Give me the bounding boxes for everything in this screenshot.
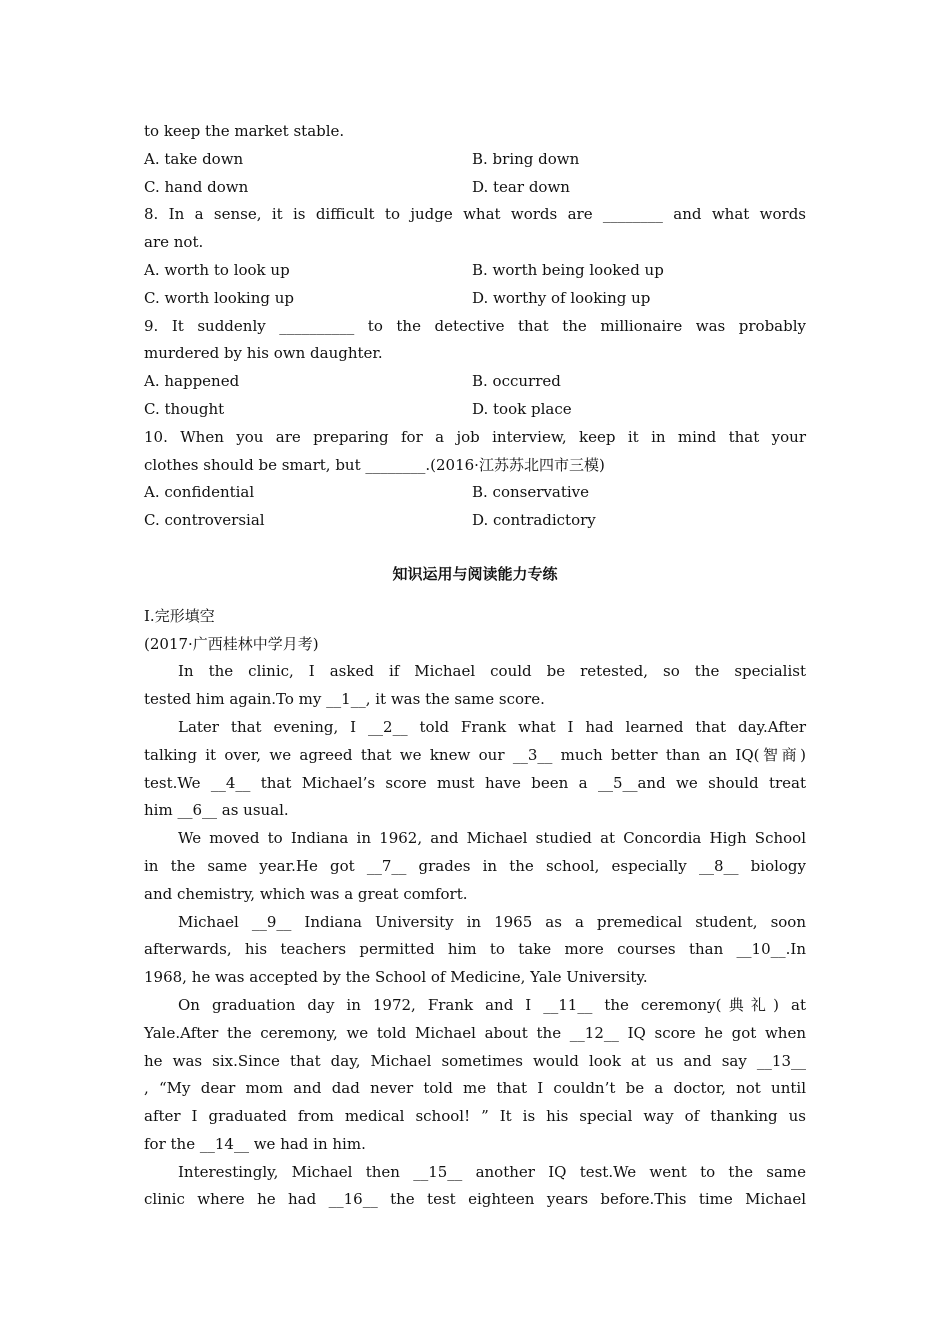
q9-option-d: D. took place xyxy=(472,399,572,418)
q10-stem-line-2: clothes should be smart, but ________.(2016·江苏苏北四市三模) xyxy=(144,455,605,474)
q8-option-c: C. worth looking up xyxy=(144,288,295,307)
passage-paragraph xyxy=(144,825,806,908)
passage-line: Interestingly, Michael then __15__ another IQ test.We went to the same xyxy=(178,1162,806,1181)
passage-line: Michael __9__ Indiana University in 1965 as a premedical student, soon xyxy=(178,912,806,931)
passage-line: , “My dear mom and dad never told me that I couldn’t be a doctor, not until xyxy=(144,1079,806,1098)
passage-line: after I graduated from medical school! ” It is his special way of thanking us xyxy=(144,1107,806,1126)
passage-line: On graduation day in 1972, Frank and I __11__ the ceremony(典礼) at xyxy=(178,995,806,1014)
passage-line: him __6__ as usual. xyxy=(144,801,289,820)
q10-option-c: C. controversial xyxy=(144,511,265,530)
q9-option-b: B. occurred xyxy=(472,372,561,391)
passage-line: 1968, he was accepted by the School of Medicine, Yale University. xyxy=(144,968,648,987)
passage-paragraph xyxy=(144,714,806,825)
passage-line: We moved to Indiana in 1962, and Michael studied at Concordia High School xyxy=(178,829,806,848)
q7-option-b: B. bring down xyxy=(472,149,580,168)
q9-option-a: A. happened xyxy=(144,372,240,391)
q7-options-row-1 xyxy=(144,146,806,174)
passage-line: talking it over, we agreed that we knew our __3__ much better than an IQ(智商) xyxy=(144,745,806,764)
q9-options-row-1 xyxy=(144,368,806,396)
q8-options-row-1 xyxy=(144,257,806,285)
q7-option-a: A. take down xyxy=(144,149,244,168)
passage-paragraph xyxy=(144,909,806,992)
q8-stem-line-2: are not. xyxy=(144,233,204,252)
q7-tail: to keep the market stable. xyxy=(144,122,345,140)
passage-line: clinic where he had __16__ the test eighteen years before.This time Michael xyxy=(144,1190,806,1209)
q10-stem-line-1: 10. When you are preparing for a job interview, keep it in mind that your xyxy=(144,427,806,446)
q7-option-d: D. tear down xyxy=(472,177,570,196)
q8-option-b: B. worth being looked up xyxy=(472,260,664,279)
passage-line: test.We __4__ that Michael’s score must have been a __5__and we should treat xyxy=(144,773,806,792)
q9-stem-line-1: 9. It suddenly __________ to the detective that the millionaire was probably xyxy=(144,316,806,335)
document-page xyxy=(144,118,806,1214)
passage-line: for the __14__ we had in him. xyxy=(144,1134,366,1153)
passage-line: Later that evening, I __2__ told Frank what I had learned that day.After xyxy=(178,717,806,736)
passage-paragraph xyxy=(144,658,806,714)
cloze-passage xyxy=(144,658,806,1214)
q10-options-row-2 xyxy=(144,507,806,535)
q8-stem-line-1: 8. In a sense, it is difficult to judge what words are ________ and what words xyxy=(144,205,806,224)
q10-option-a: A. confidential xyxy=(144,483,255,502)
passage-line: in the same year.He got __7__ grades in the school, especially __8__ biology xyxy=(144,856,806,875)
passage-line: he was six.Since that day, Michael sometimes would look at us and say __13__ xyxy=(144,1051,806,1070)
q7-option-c: C. hand down xyxy=(144,177,249,196)
passage-line: tested him again.To my __1__, it was the same score. xyxy=(144,690,545,709)
passage-line: Yale.After the ceremony, we told Michael about the __12__ IQ score he got when xyxy=(144,1023,806,1042)
passage-line: afterwards, his teachers permitted him to take more courses than __10__.In xyxy=(144,940,806,959)
q8-options-row-2 xyxy=(144,285,806,313)
section-title: 知识运用与阅读能力专练 xyxy=(392,564,558,583)
q7-options-row-2 xyxy=(144,174,806,202)
source-note: (2017·广西桂林中学月考) xyxy=(144,634,319,653)
q8-option-a: A. worth to look up xyxy=(144,260,290,279)
passage-paragraph xyxy=(144,992,806,1159)
passage-line: and chemistry, which was a great comfort. xyxy=(144,884,468,903)
q10-option-d: D. contradictory xyxy=(472,511,596,530)
part-label: Ⅰ.完形填空 xyxy=(144,606,215,625)
q9-stem-line-2: murdered by his own daughter. xyxy=(144,344,383,363)
q10-option-b: B. conservative xyxy=(472,483,589,502)
q9-options-row-2 xyxy=(144,396,806,424)
passage-line: In the clinic, I asked if Michael could be retested, so the specialist xyxy=(178,662,806,681)
q10-options-row-1 xyxy=(144,479,806,507)
q8-option-d: D. worthy of looking up xyxy=(472,288,651,307)
passage-paragraph xyxy=(144,1159,806,1215)
q9-option-c: C. thought xyxy=(144,399,225,418)
